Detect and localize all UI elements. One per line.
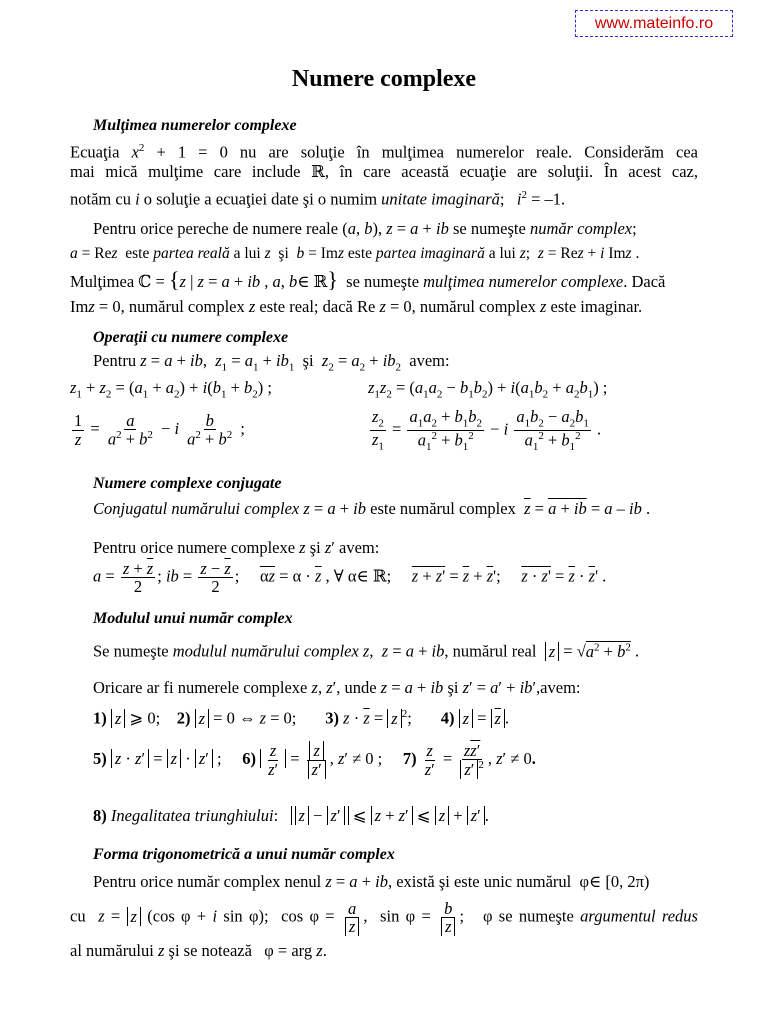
formula-product: $z_1z_2 = (a_1a_2 - b_1b_2) + i(a_1b_2 + a_2b_1)$ ; xyxy=(368,378,608,401)
conjugate-properties: a = $\frac{z + \overline{z}}{2}$ ; ib = $\frac{z - \overline{z}}{2}$ ; $\alpha z = \alpha \cdot \overline{z}$ , ∀ α∈ ℝ; $z + z' = \overline{z} + \overline{z}'$; $z \cdot z' = \overline{z} \cdot \overline{z}'$ . xyxy=(93,559,607,597)
website-watermark[interactable]: www.mateinfo.ro xyxy=(575,10,733,37)
trig-form-line-1: Pentru orice număr complex nenul z = a + ib, există şi este unic numărul φ∈ [0, 2π) xyxy=(93,872,650,891)
formula-quotient: $\frac{z_2}{z_1}$ = $\frac{a_1a_2 + b_1b_2}{a_1^2 + b_1^2}$ − i $\frac{a_1b_2 - a_2b_1}{a_1^2 + b_1^2}$ . xyxy=(372,407,602,453)
heading-operatii: Operaţii cu numere complexe xyxy=(93,329,289,346)
paragraph-1-line-3: notăm cu i o soluţie a ecuaţiei date şi o numim unitate imaginară; $i^2 = -1$. xyxy=(70,189,566,209)
formula-sum: $z_1 + z_2 = (a_1 + a_2) + i(b_1 + b_2)$ ; xyxy=(70,378,272,401)
paragraph-1-line-2: mai mică mulţime care include ℝ, în care această ecuaţie are soluţii. În acest caz, xyxy=(70,162,698,181)
heading-conjugate: Numere complexe conjugate xyxy=(93,475,282,492)
modulus-properties-row-1: 1) z ⩾ 0; 2) z = 0 ⇔ z = 0; 3) $z \cdot \overline{z} = z$ $^2$; 4) $z = \overline{z}$ . xyxy=(93,708,510,728)
paragraph-2-line-4: Imz = 0, numărul complex z este real; dacă Re z = 0, numărul complex z este imaginar. xyxy=(70,297,643,316)
heading-multimea: Mulţimea numerelor complexe xyxy=(93,117,297,134)
conjugate-definition: Conjugatul numărului complex z = a + ib este numărul complex $\overline{z} = a$ + ib = a – ib . xyxy=(93,499,651,518)
triangle-inequality: 8) Inegalitatea triunghiului: z − z′ ⩽ z + z′ ⩽ z + z′ . xyxy=(93,806,489,825)
modulus-properties-row-2: 5) z · z′ = z · z′ ; 6) $\frac{z}{z'}$ = $\frac{z}{z'}$ , z′ ≠ 0 ; 7) $\frac{z}{z'}$ = $\frac{zz'}{z' ^2}$ , z′ ≠ 0. xyxy=(93,741,536,779)
paragraph-2-line-3: Mulţimea ℂ = {z | z = a + ib , a, b∈ ℝ} se numeşte mulţimea numerelor complexe. Dacă xyxy=(70,267,666,292)
heading-forma: Forma trigonometrică a unui număr complex xyxy=(93,846,395,863)
page-title: Numere complexe xyxy=(291,66,477,92)
paragraph-2-line-1: Pentru orice pereche de numere reale (a, b), z = a + ib se numeşte număr complex; xyxy=(93,219,637,238)
modulus-definition: Se numeşte modulul numărului complex z, z = a + ib, numărul real $z = √a^2 + b^2$ . xyxy=(93,641,640,661)
paragraph-1-line-1: Ecuaţia $x^2 + 1 = 0$ nu are soluţie în mulţimea numerelor reale. Considerăm cea xyxy=(70,142,699,162)
formula-inverse: $\frac{1}{z}$ = $\frac{a}{a^2 + b^2}$ − i $\frac{b}{a^2 + b^2}$ ; xyxy=(74,411,245,449)
trig-form-line-3: al numărului z şi se notează φ = arg z. xyxy=(70,941,327,960)
conjugate-intro: Pentru orice numere complexe z şi z′ avem: xyxy=(93,538,380,557)
operations-intro: Pentru z = a + ib, $z_1 = a_1 + ib_1$ şi $z_2 = a_2 + ib_2$ avem: xyxy=(93,351,450,374)
trig-form-line-2: cu z = z (cos φ + i sin φ); cos φ = $\frac{a}{z}$ , sin φ = $\frac{b}{z}$ ; φ se numeşte argumentul redus xyxy=(70,899,698,937)
paragraph-2-line-2: a = Rez este partea reală a lui z şi b = Imz este partea imaginară a lui z; z = Rez + i Imz . xyxy=(70,245,640,262)
heading-modul: Modulul unui număr complex xyxy=(93,610,293,627)
modulus-intro: Oricare ar fi numerele complexe z, z′, unde z = a + ib şi z′ = a′ + ib′,avem: xyxy=(93,678,581,697)
